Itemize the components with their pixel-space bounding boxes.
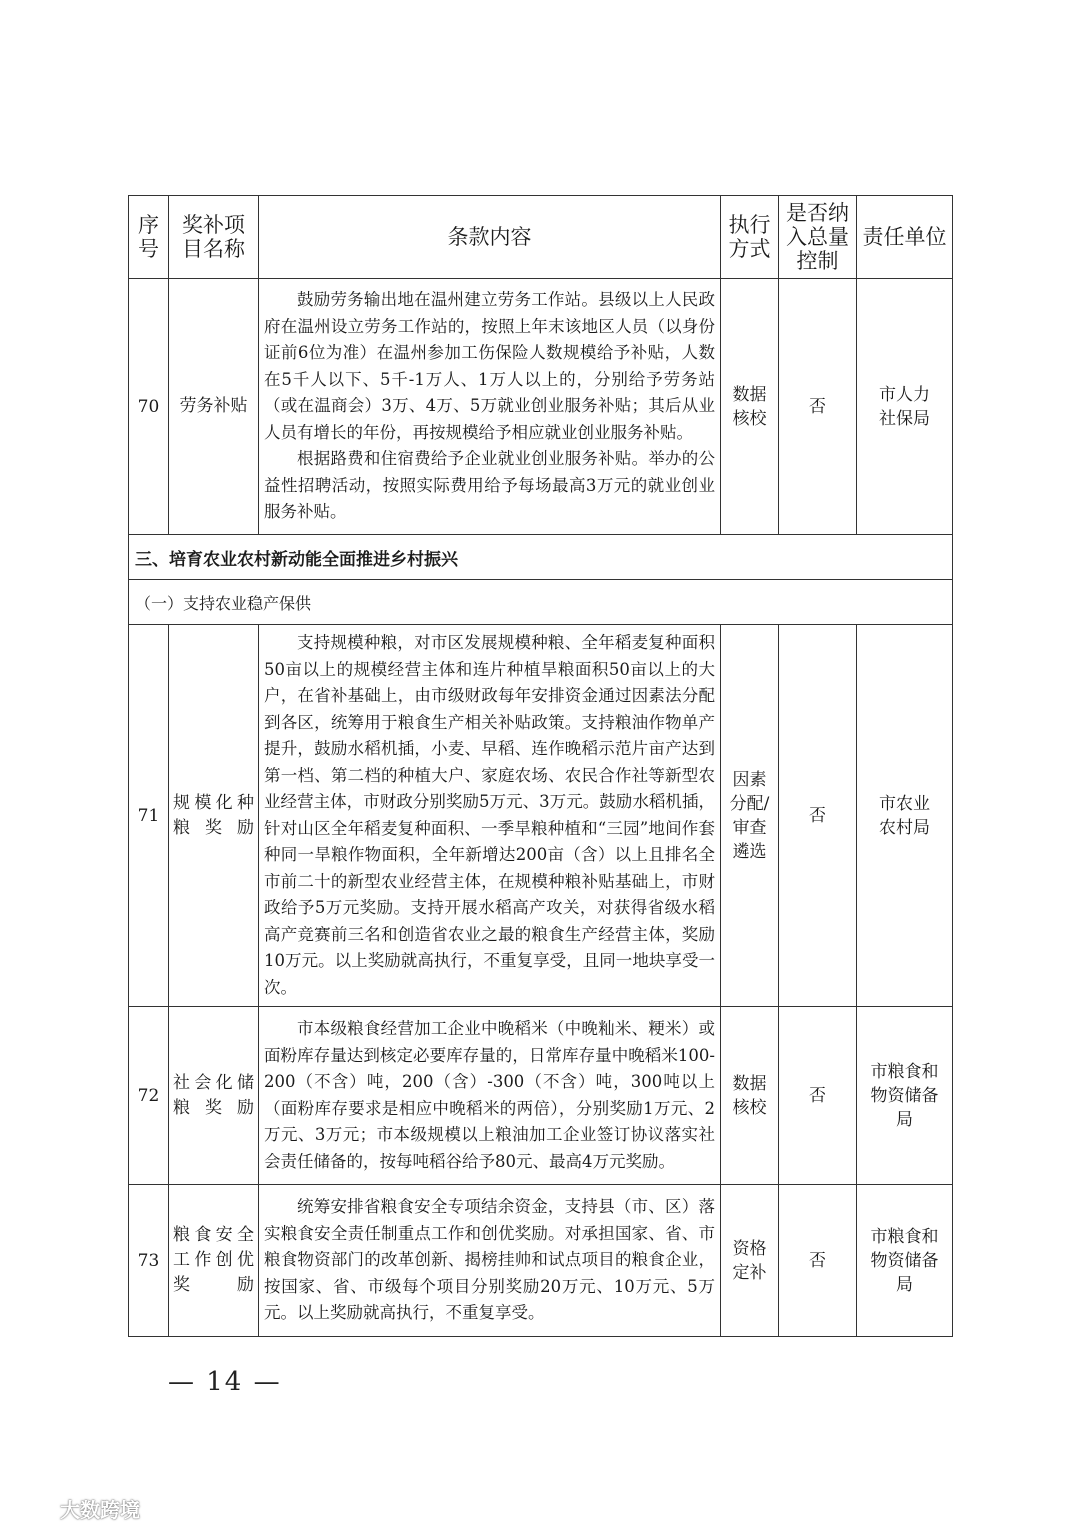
row-quota: 否 xyxy=(779,625,857,1007)
table-row xyxy=(129,1185,953,1337)
row-name: 劳务补贴 xyxy=(169,279,259,535)
row-number: 70 xyxy=(129,279,169,535)
row-content xyxy=(259,1007,721,1185)
row-unit: 市粮食和物资储备局 xyxy=(857,1185,953,1337)
row-unit: 市人力社保局 xyxy=(857,279,953,535)
row-unit: 市农业农村局 xyxy=(857,625,953,1007)
row-content xyxy=(259,625,721,1007)
row-name: 社会化储粮奖励 xyxy=(169,1007,259,1185)
row-method: 数据核校 xyxy=(721,1007,779,1185)
row-name: 规模化种粮奖励 xyxy=(169,625,259,1007)
subsection-row xyxy=(129,580,953,625)
watermark xyxy=(8,1494,140,1523)
row-content xyxy=(259,1185,721,1337)
row-quota: 否 xyxy=(779,1185,857,1337)
row-quota: 否 xyxy=(779,279,857,535)
row-paragraph: 鼓励劳务输出地在温州建立劳务工作站。县级以上人民政府在温州设立劳务工作站的，按照上年末该地区人员（以身份证前6位为准）在温州参加工伤保险人数规模给予补贴，人数在5千人以下、5千-1万人、1万人以上的，分别给予劳务站（或在温商会）3万、4万、5万就业创业服务补贴；其后从业人员有增长的年份，再按规模给予相应就业创业服务补贴。 xyxy=(264,290,715,442)
header-name: 奖补项目名称 xyxy=(169,196,259,279)
policy-table xyxy=(128,195,953,1337)
header-quota: 是否纳入总量控制 xyxy=(779,196,857,279)
row-number: 73 xyxy=(129,1185,169,1337)
subsection-heading: （一）支持农业稳产保供 xyxy=(129,580,953,625)
header-method: 执行方式 xyxy=(721,196,779,279)
header-seq: 序号 xyxy=(129,196,169,279)
row-method: 资格定补 xyxy=(721,1185,779,1337)
row-paragraph: 统筹安排省粮食安全专项结余资金，支持县（市、区）落实粮食安全责任制重点工作和创优奖励。对承担国家、省、市粮食物资部门的改革创新、揭榜挂帅和试点项目的粮食企业，按国家、省、市级每个项目分别奖励20万元、10万元、5万元。以上奖励就高执行，不重复享受。 xyxy=(264,1197,715,1323)
row-paragraph: 市本级粮食经营加工企业中晚稻米（中晚籼米、粳米）或面粉库存量达到核定必要库存量的，日常库存量中晚稻米100-200（不含）吨，200（含）-300（不含）吨，300吨以上（面粉库存要求是相应中晚稻米的两倍），分别奖励1万元、2万元、3万元；市本级规模以上粮油加工企业签订协议落实社会责任储备的，按每吨稻谷给予80元、最高4万元奖励。 xyxy=(264,1019,715,1171)
row-method: 因素分配/审查遴选 xyxy=(721,625,779,1007)
header-unit: 责任单位 xyxy=(857,196,953,279)
row-content xyxy=(259,279,721,535)
row-unit: 市粮食和物资储备局 xyxy=(857,1007,953,1185)
section-heading: 三、培育农业农村新动能全面推进乡村振兴 xyxy=(129,535,953,580)
table-row xyxy=(129,279,953,535)
header-content: 条款内容 xyxy=(259,196,721,279)
table-row xyxy=(129,625,953,1007)
section-row xyxy=(129,535,953,580)
row-paragraph: 根据路费和住宿费给予企业就业创业服务补贴。举办的公益性招聘活动，按照实际费用给予每场最高3万元的就业创业服务补贴。 xyxy=(264,449,715,522)
watermark-text: 大数跨境 xyxy=(60,1498,140,1522)
row-number: 72 xyxy=(129,1007,169,1185)
row-method: 数据核校 xyxy=(721,279,779,535)
page-number: — 14 — xyxy=(168,1367,282,1397)
table-header-row xyxy=(129,196,953,279)
row-quota: 否 xyxy=(779,1007,857,1185)
table-row xyxy=(129,1007,953,1185)
row-number: 71 xyxy=(129,625,169,1007)
logo-icon xyxy=(8,1498,54,1520)
row-paragraph: 支持规模种粮，对市区发展规模种粮、全年稻麦复种面积50亩以上的规模经营主体和连片种植旱粮面积50亩以上的大户，在省补基础上，由市级财政每年安排资金通过因素法分配到各区，统筹用于粮食生产相关补贴政策。支持粮油作物单产提升，鼓励水稻机插，小麦、早稻、连作晚稻示范片亩产达到第一档、第二档的种植大户、家庭农场、农民合作社等新型农业经营主体，市财政分别奖励5万元、3万元。鼓励水稻机插，针对山区全年稻麦复种面积、一季旱粮种植和“三园”地间作套种同一旱粮作物面积，全年新增达200亩（含）以上且排名全市前二十的新型农业经营主体，在规模种粮补贴基础上，市财政给予5万元奖励。支持开展水稻高产攻关，对获得省级水稻高产竞赛前三名和创造省农业之最的粮食生产经营主体，奖励10万元。以上奖励就高执行，不重复享受，且同一地块享受一次。 xyxy=(264,633,715,997)
row-name: 粮食安全工作创优奖励 xyxy=(169,1185,259,1337)
